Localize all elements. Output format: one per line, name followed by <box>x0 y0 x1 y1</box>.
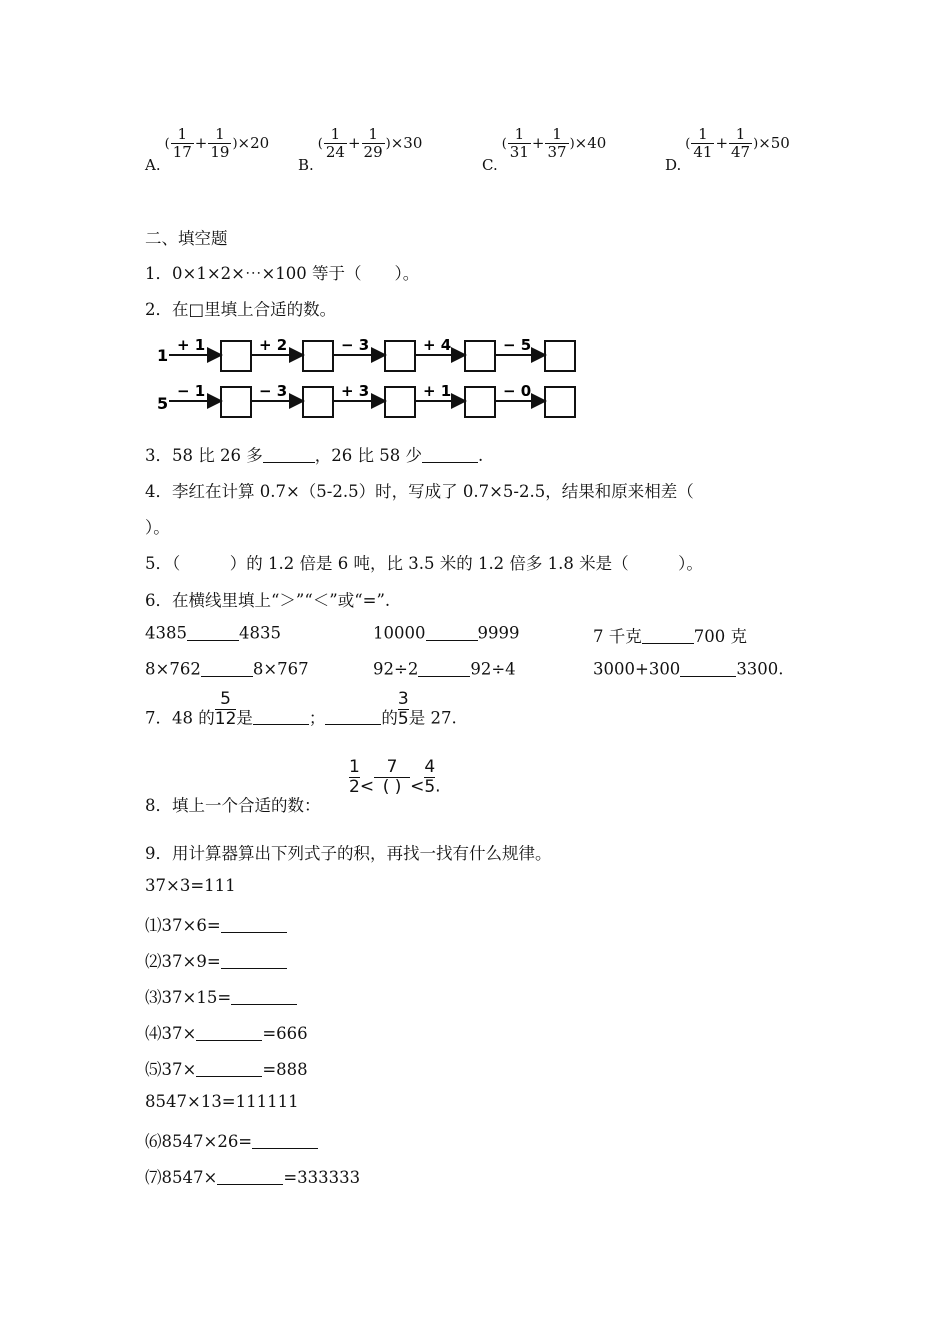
q9-example: 37×3=111 <box>145 876 236 895</box>
row2-start: 5 <box>157 394 169 413</box>
row1-op: + 4 <box>423 336 452 354</box>
row1-op: + 2 <box>259 336 288 354</box>
option-b: B.( $\frac{1}{24}$ + $\frac{1}{29}$ )×30 <box>298 125 423 174</box>
answer-blank[interactable] <box>418 659 470 677</box>
row2-op: − 3 <box>259 382 288 400</box>
fraction: $\frac{3}{5}$ <box>397 689 409 729</box>
answer-blank[interactable] <box>196 1024 262 1042</box>
q9-item: ⑶37×15= <box>145 984 297 1008</box>
q9-item: ⑴37×6= <box>145 912 287 936</box>
option-d: D.( $\frac{1}{41}$ + $\frac{1}{47}$ )×50 <box>665 125 790 174</box>
answer-blank[interactable] <box>252 1132 318 1150</box>
answer-blank[interactable] <box>221 952 287 970</box>
q8-inequality: $\frac{1}{2}<$ 7 ( ) < $\frac{4}{5}$. <box>349 757 441 797</box>
answer-box[interactable] <box>465 387 495 417</box>
answer-blank[interactable] <box>196 1060 262 1078</box>
row1-op: − 5 <box>503 336 532 354</box>
answer-blank[interactable] <box>680 659 736 677</box>
answer-blank[interactable] <box>253 708 309 726</box>
compare-item: 10000 9999 <box>373 623 520 643</box>
row2-op: − 1 <box>177 382 206 400</box>
question-5: 5．（ ）的 1.2 倍是 6 吨，比 3.5 米的 1.2 倍多 1.8 米是（ ）。 <box>145 554 703 573</box>
question-9: 9．用计算器算出下列式子的积，再找一找有什么规律。 <box>145 844 552 863</box>
compare-item: 3000+300 3300. <box>593 659 784 679</box>
answer-blank[interactable] <box>217 1168 283 1186</box>
row1-start: 1 <box>157 346 169 365</box>
question-4-cont: ）。 <box>145 518 170 537</box>
q9-item: ⑺8547× =333333 <box>145 1168 361 1187</box>
q9-item: ⑸37× =888 <box>145 1060 308 1079</box>
fraction: 7 ( ) <box>374 758 410 796</box>
answer-box[interactable] <box>221 387 251 417</box>
question-8: 8．填上一个合适的数： <box>145 796 321 815</box>
answer-box[interactable] <box>303 387 333 417</box>
fraction: $\frac{5}{12}$ <box>214 689 237 729</box>
answer-blank[interactable] <box>642 627 694 645</box>
answer-box[interactable] <box>221 341 251 371</box>
question-4: 4．李红在计算 0.7×（5-2.5）时，写成了 0.7×5-2.5，结果和原来相差（ <box>145 482 694 501</box>
fraction: $\frac{4}{5}$ <box>424 757 436 797</box>
answer-box[interactable] <box>385 341 415 371</box>
row1-op: + 1 <box>177 336 206 354</box>
answer-box[interactable] <box>545 387 575 417</box>
answer-blank[interactable] <box>187 623 239 641</box>
answer-box[interactable] <box>545 341 575 371</box>
row2-op: − 0 <box>503 382 532 400</box>
compare-item: 4385 4835 <box>145 623 281 643</box>
question-1: 1．0×1×2×⋯×100 等于（ ）。 <box>145 264 420 283</box>
row1-op: − 3 <box>341 336 370 354</box>
answer-blank[interactable] <box>221 916 287 934</box>
answer-blank[interactable] <box>422 446 478 464</box>
question-3: 3．58 比 26 多 ，26 比 58 少 . <box>145 446 484 465</box>
fraction: $\frac{1}{2}$ <box>349 757 360 797</box>
section-title: 二、填空题 <box>145 229 228 248</box>
option-a: A.( $\frac{1}{17}$ + $\frac{1}{19}$ )×20 <box>145 125 270 174</box>
answer-box[interactable] <box>465 341 495 371</box>
answer-blank[interactable] <box>325 708 381 726</box>
q9-item: ⑷37× =666 <box>145 1024 308 1043</box>
row2-op: + 3 <box>341 382 370 400</box>
answer-blank[interactable] <box>426 623 478 641</box>
q9-item: ⑹8547×26= <box>145 1128 318 1152</box>
question-2: 2．在□里填上合适的数。 <box>145 300 337 319</box>
answer-blank[interactable]: ( ) <box>382 776 402 797</box>
answer-box[interactable] <box>385 387 415 417</box>
compare-item: 8×762 8×767 <box>145 659 309 679</box>
q9-example: 8547×13=111111 <box>145 1092 299 1111</box>
answer-blank[interactable] <box>201 659 253 677</box>
row2-op: + 1 <box>423 382 452 400</box>
compare-item: 92÷2 92÷4 <box>373 659 516 679</box>
question-6: 6．在横线里填上“＞”“＜”或“=”. <box>145 591 391 610</box>
compare-item: 7 千克 700 克 <box>593 627 747 646</box>
q9-item: ⑵37×9= <box>145 948 287 972</box>
answer-blank[interactable] <box>263 446 315 464</box>
answer-blank[interactable] <box>231 988 297 1006</box>
option-c: C.( $\frac{1}{31}$ + $\frac{1}{37}$ )×40 <box>482 125 607 174</box>
question-7: 7．48 的 $\frac{5}{12}$是 ； 的 $\frac{3}{5}$是 27. <box>145 689 457 729</box>
answer-box[interactable] <box>303 341 333 371</box>
